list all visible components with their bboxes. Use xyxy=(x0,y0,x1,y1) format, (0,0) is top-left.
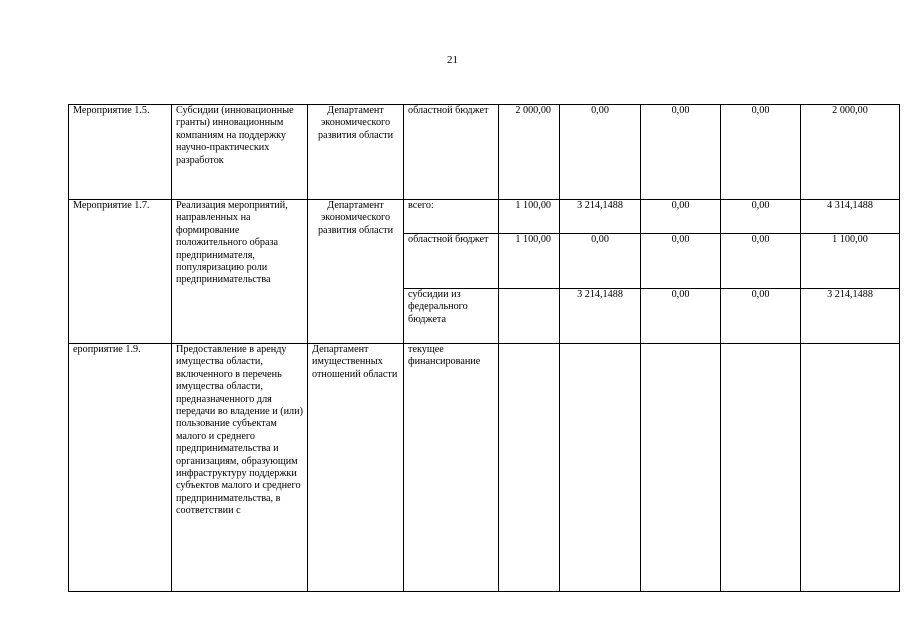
funding-value: 0,00 xyxy=(560,105,641,200)
funding-source: текущее финансирование xyxy=(404,344,499,592)
funding-value: 1 100,00 xyxy=(499,234,560,289)
funding-value xyxy=(641,344,721,592)
funding-source: всего: xyxy=(404,200,499,234)
funding-value: 3 214,1488 xyxy=(560,289,641,344)
funding-value xyxy=(560,344,641,592)
funding-value: 3 214,1488 xyxy=(560,200,641,234)
funding-value: 0,00 xyxy=(641,234,721,289)
page-number: 21 xyxy=(447,54,458,66)
funding-value: 4 314,1488 xyxy=(801,200,900,234)
funding-value: 0,00 xyxy=(641,200,721,234)
table-row xyxy=(69,105,900,200)
table-row xyxy=(69,200,900,234)
responsible-department: Департамент имущественных отношений области xyxy=(308,344,404,592)
measure-name: Реализация мероприятий, направленных на формирование положительного образа предпринимателя, популяризацию роли предпринимательства xyxy=(172,200,308,344)
funding-source: областной бюджет xyxy=(404,105,499,200)
measure-number: ероприятие 1.9. xyxy=(69,344,172,592)
funding-value: 0,00 xyxy=(721,105,801,200)
funding-value: 1 100,00 xyxy=(499,200,560,234)
funding-value: 0,00 xyxy=(721,200,801,234)
funding-value: 0,00 xyxy=(641,105,721,200)
measure-number: Мероприятие 1.7. xyxy=(69,200,172,344)
program-measures-table xyxy=(68,104,900,592)
funding-source: субсидии из федерального бюджета xyxy=(404,289,499,344)
table-row xyxy=(69,344,900,592)
funding-value: 2 000,00 xyxy=(499,105,560,200)
funding-value: 0,00 xyxy=(721,234,801,289)
funding-value: 0,00 xyxy=(560,234,641,289)
responsible-department: Департамент экономического развития области xyxy=(308,105,404,200)
measure-number: Мероприятие 1.5. xyxy=(69,105,172,200)
funding-value xyxy=(801,344,900,592)
funding-value: 0,00 xyxy=(641,289,721,344)
funding-value xyxy=(499,289,560,344)
funding-value: 0,00 xyxy=(721,289,801,344)
funding-value: 3 214,1488 xyxy=(801,289,900,344)
measure-name: Предоставление в аренду имущества области, включенного в перечень имущества области, предназначенного для передачи во владение и (или) пользование субъектам малого и среднего предпринимательства и организациям, образующим инфраструктуру поддержки субъектов малого и среднего предпринимательства, в соответствии с xyxy=(172,344,308,592)
measure-name: Субсидии (инновационные гранты) инновационным компаниям на поддержку научно-практических разработок xyxy=(172,105,308,200)
funding-value: 2 000,00 xyxy=(801,105,900,200)
funding-value xyxy=(721,344,801,592)
responsible-department: Департамент экономического развития области xyxy=(308,200,404,344)
funding-value: 1 100,00 xyxy=(801,234,900,289)
funding-source: областной бюджет xyxy=(404,234,499,289)
funding-value xyxy=(499,344,560,592)
